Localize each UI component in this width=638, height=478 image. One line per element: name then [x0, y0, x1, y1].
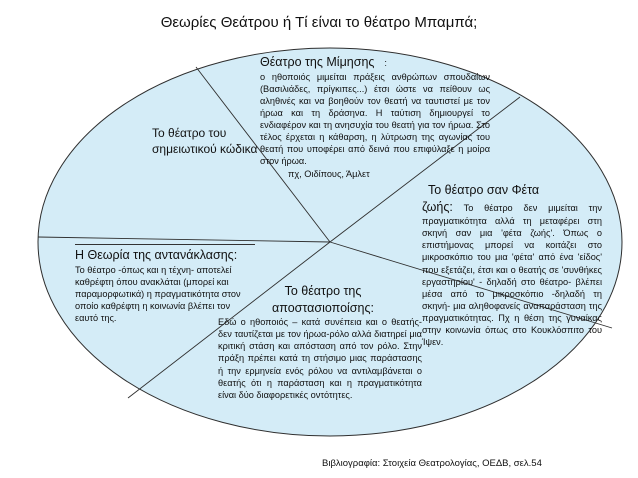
slide-title: Θεωρίες Θεάτρου ή Τί είναι το θέατρο Μπαμπά; — [160, 14, 478, 31]
mimesis-examples: πχ, Οιδίπους, Άμλετ — [288, 168, 370, 179]
reflection-header: Η Θεωρία της αντανάκλασης — [75, 248, 234, 262]
mimesis-section — [260, 54, 490, 180]
slice-of-life-section — [422, 182, 602, 349]
mimesis-header-colon: : — [384, 58, 387, 68]
reflection-text: Το θέατρο -όπως και η τέχνη- αποτελεί καθρέφτη όπου ανακλάται (μπορεί και παραμορφωτικά) η πραγματικότητα στον οποίο καθρέφτη η κοινωνία βλέπει τον εαυτό της. — [75, 264, 241, 324]
slice-header: Το θέατρο σαν Φέτα — [428, 183, 540, 197]
distancing-section — [218, 283, 422, 401]
mimesis-text: ο ηθοποιός μιμείται πράξεις ανθρώπων σπουδαίων (Βασιλιάδες, πρίγκιπες...) έτσι ώστε να πείθουν ως αληθινές και να βοηθούν τον θεατή να ταυτιστεί με τον ήρωα και τη δράσηνα. Η ταύτιση δημιουργεί το ενδιαφέρον και τη ανησυχία του θεατή για τον ήρωα. Στο τέλος έρχεται η κάθαρση, η λύτρωση της αγωνίας του θεατή που υποφέρει από δεινά που επιφύλαξε η μοίρα στον ήρωα. — [260, 71, 490, 167]
slice-header-cont: ζωής: — [422, 199, 453, 214]
distancing-text: Εδώ ο ηθοποιός – κατά συνέπεια και ο θεατής- δεν ταυτίζεται με τον ήρωα-ρόλο αλλά διατηρεί μια κριτική στάση και απόσταση από τον ρόλο. Στην πράξη πρέπει κατά τη στήσιμο μιας παράστασης ή την ερμηνεία ενός ρόλου να αντιλαμβάνεται ο θεατής ότι η παράσταση και η πραγματικότητα είναι δύο διαφορετικές οντότητες. — [218, 317, 422, 400]
distancing-header: Το θέατρο της αποστασιοποίσης: — [272, 284, 374, 315]
bibliography-source: Βιβλιογραφία: Στοιχεία Θεατρολογίας, ΟΕΔΒ, σελ.54 — [322, 458, 542, 469]
mimesis-header: Θέατρο της Μίμησης — [260, 55, 375, 69]
semiotic-code-label: Το θέατρο του σημειωτικού κώδικα — [152, 126, 258, 156]
slice-text: Το θέατρο δεν μιμείται την πραγματικότητα αλλά τη μεταφέρει στη σκηνή σαν μια 'φέτα ζωής'. Όπως ο επιστήμονας μπορεί να κοιτάζει στο μικροσκόπιο του μια 'φέτα' από ένα 'είδος' που εξετάζει, έτσι και ο θεατής σε 'συνθήκες εργαστηρίου' - δηλαδή στο θέατρο- βλέπει μέσα από το μικροσκόπιο -δηλαδή τη σκηνή- μια αληθοφανείς αναπαράσταση της πραγματικότητας. Πχ η θέση της γυναίκας στην κοινωνία όπως στο Κουκλόσπιτο του Ίψεν. — [422, 202, 602, 348]
reflection-header-colon: : — [233, 248, 238, 262]
